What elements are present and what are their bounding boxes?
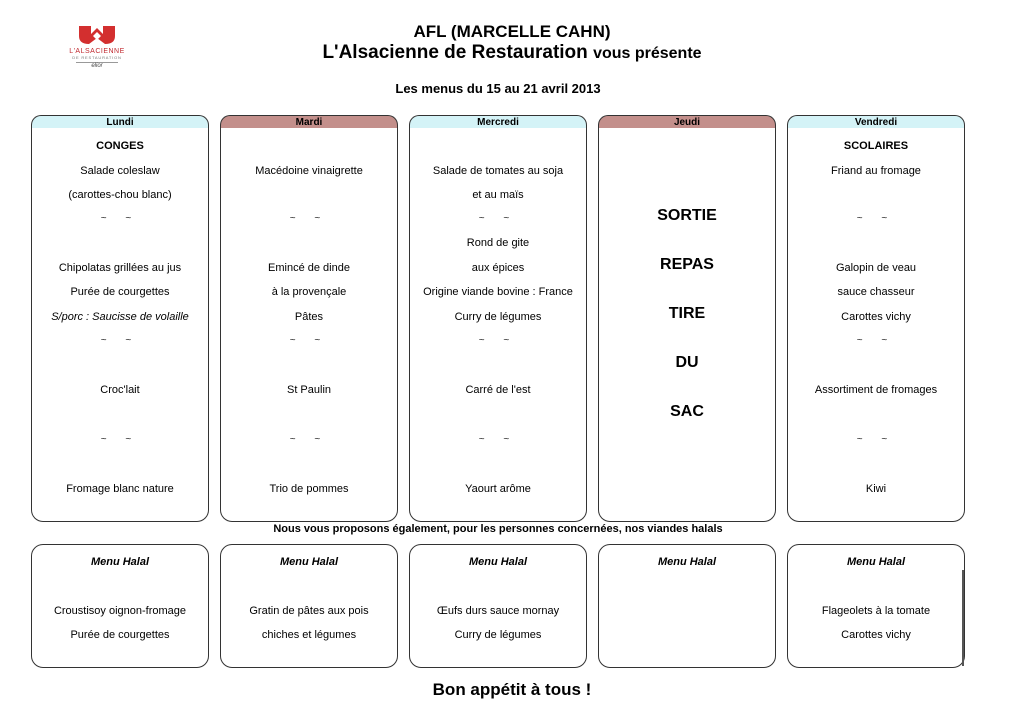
menu-line: Curry de légumes bbox=[454, 629, 542, 641]
day-panel-mercredi bbox=[409, 128, 587, 522]
subtitle-small: vous présente bbox=[593, 45, 702, 62]
decor-separator: ~ ~ bbox=[289, 434, 329, 445]
menu-line: à la provençale bbox=[271, 286, 347, 298]
halal-title: Menu Halal bbox=[657, 556, 717, 568]
day-panel-lundi bbox=[31, 128, 209, 522]
menu-line: sauce chasseur bbox=[837, 286, 915, 298]
footer-message: Bon appétit à tous ! bbox=[432, 680, 592, 699]
menu-line: SCOLAIRES bbox=[843, 140, 909, 152]
logo-sub: DE RESTAURATION bbox=[72, 55, 122, 60]
menu-line: Kiwi bbox=[865, 483, 887, 495]
logo-brand: L'ALSACIENNE bbox=[69, 48, 125, 55]
page-subtitle bbox=[0, 42, 1024, 64]
menu-line: Rond de gite bbox=[466, 237, 530, 249]
menu-line: aux épices bbox=[471, 262, 525, 274]
tab-mardi: Mardi bbox=[220, 115, 398, 129]
halal-panel-mardi bbox=[220, 544, 398, 668]
halal-note: Nous vous proposons également, pour les personnes concernées, nos viandes halals bbox=[273, 523, 723, 535]
menu-line: Croc'lait bbox=[100, 384, 140, 396]
menu-line: Chipolatas grillées au jus bbox=[58, 262, 182, 274]
tab-jeudi: Jeudi bbox=[598, 115, 776, 129]
day-panel-jeudi bbox=[598, 128, 776, 522]
menu-line: Carottes vichy bbox=[841, 311, 911, 323]
menu-line: SAC bbox=[670, 403, 704, 420]
menu-line: SORTIE bbox=[657, 207, 717, 224]
menu-line: St Paulin bbox=[286, 384, 332, 396]
menu-line: Croustisoy oignon-fromage bbox=[53, 605, 187, 617]
decor-separator: ~ ~ bbox=[100, 434, 140, 445]
menu-line: Trio de pommes bbox=[269, 483, 349, 495]
menu-line: (carottes-chou blanc) bbox=[68, 189, 172, 201]
halal-title: Menu Halal bbox=[90, 556, 150, 568]
decor-separator: ~ ~ bbox=[289, 213, 329, 224]
decor-separator: ~ ~ bbox=[289, 335, 329, 346]
decor-separator: ~ ~ bbox=[478, 213, 518, 224]
menu-line: Œufs durs sauce mornay bbox=[436, 605, 560, 617]
decor-separator: ~ ~ bbox=[100, 213, 140, 224]
decor-separator: ~ ~ bbox=[856, 434, 896, 445]
menu-line: Salade coleslaw bbox=[80, 165, 160, 177]
menu-line: Pâtes bbox=[294, 311, 324, 323]
menu-period: Les menus du 15 au 21 avril 2013 bbox=[395, 81, 601, 96]
halal-panel-lundi bbox=[31, 544, 209, 668]
menu-line: Carré de l'est bbox=[465, 384, 531, 396]
subtitle-main: L'Alsacienne de Restauration bbox=[322, 42, 588, 63]
halal-panel-mercredi bbox=[409, 544, 587, 668]
decor-separator: ~ ~ bbox=[856, 335, 896, 346]
menu-line: et au maïs bbox=[472, 189, 524, 201]
menu-line: Yaourt arôme bbox=[465, 483, 531, 495]
menu-line: S/porc : Saucisse de volaille bbox=[51, 311, 189, 323]
page-title: AFL (MARCELLE CAHN) bbox=[413, 22, 611, 41]
halal-title: Menu Halal bbox=[846, 556, 906, 568]
menu-line: Purée de courgettes bbox=[70, 286, 170, 298]
menu-line: Fromage blanc nature bbox=[66, 483, 174, 495]
menu-line: Flageolets à la tomate bbox=[821, 605, 931, 617]
menu-line: Salade de tomates au soja bbox=[432, 165, 564, 177]
menu-line: Emincé de dinde bbox=[268, 262, 350, 274]
decor-separator: ~ ~ bbox=[478, 434, 518, 445]
halal-panel-jeudi bbox=[598, 544, 776, 668]
menu-line: Origine viande bovine : France bbox=[423, 286, 573, 298]
panel-edge-line bbox=[962, 570, 964, 666]
halal-title: Menu Halal bbox=[279, 556, 339, 568]
menu-line: Carottes vichy bbox=[841, 629, 911, 641]
menu-line: Macédoine vinaigrette bbox=[255, 165, 363, 177]
menu-line: Curry de légumes bbox=[454, 311, 542, 323]
day-panel-mardi bbox=[220, 128, 398, 522]
tab-lundi: Lundi bbox=[31, 115, 209, 129]
menu-line: REPAS bbox=[660, 256, 714, 273]
decor-separator: ~ ~ bbox=[478, 335, 518, 346]
decor-separator: ~ ~ bbox=[856, 213, 896, 224]
decor-separator: ~ ~ bbox=[100, 335, 140, 346]
menu-line: Friand au fromage bbox=[831, 165, 921, 177]
tab-vendredi: Vendredi bbox=[787, 115, 965, 129]
tab-mercredi: Mercredi bbox=[409, 115, 587, 129]
logo-group: elior bbox=[76, 62, 118, 69]
menu-line: Purée de courgettes bbox=[70, 629, 170, 641]
menu-line: Gratin de pâtes aux pois bbox=[249, 605, 369, 617]
day-panel-vendredi bbox=[787, 128, 965, 522]
menu-line: Assortiment de fromages bbox=[814, 384, 938, 396]
halal-panel-vendredi bbox=[787, 544, 965, 668]
menu-line: TIRE bbox=[668, 305, 706, 322]
halal-title: Menu Halal bbox=[468, 556, 528, 568]
menu-line: DU bbox=[675, 354, 699, 371]
menu-line: Galopin de veau bbox=[835, 262, 917, 274]
menu-line: CONGES bbox=[96, 140, 144, 152]
menu-line: chiches et légumes bbox=[261, 629, 357, 641]
